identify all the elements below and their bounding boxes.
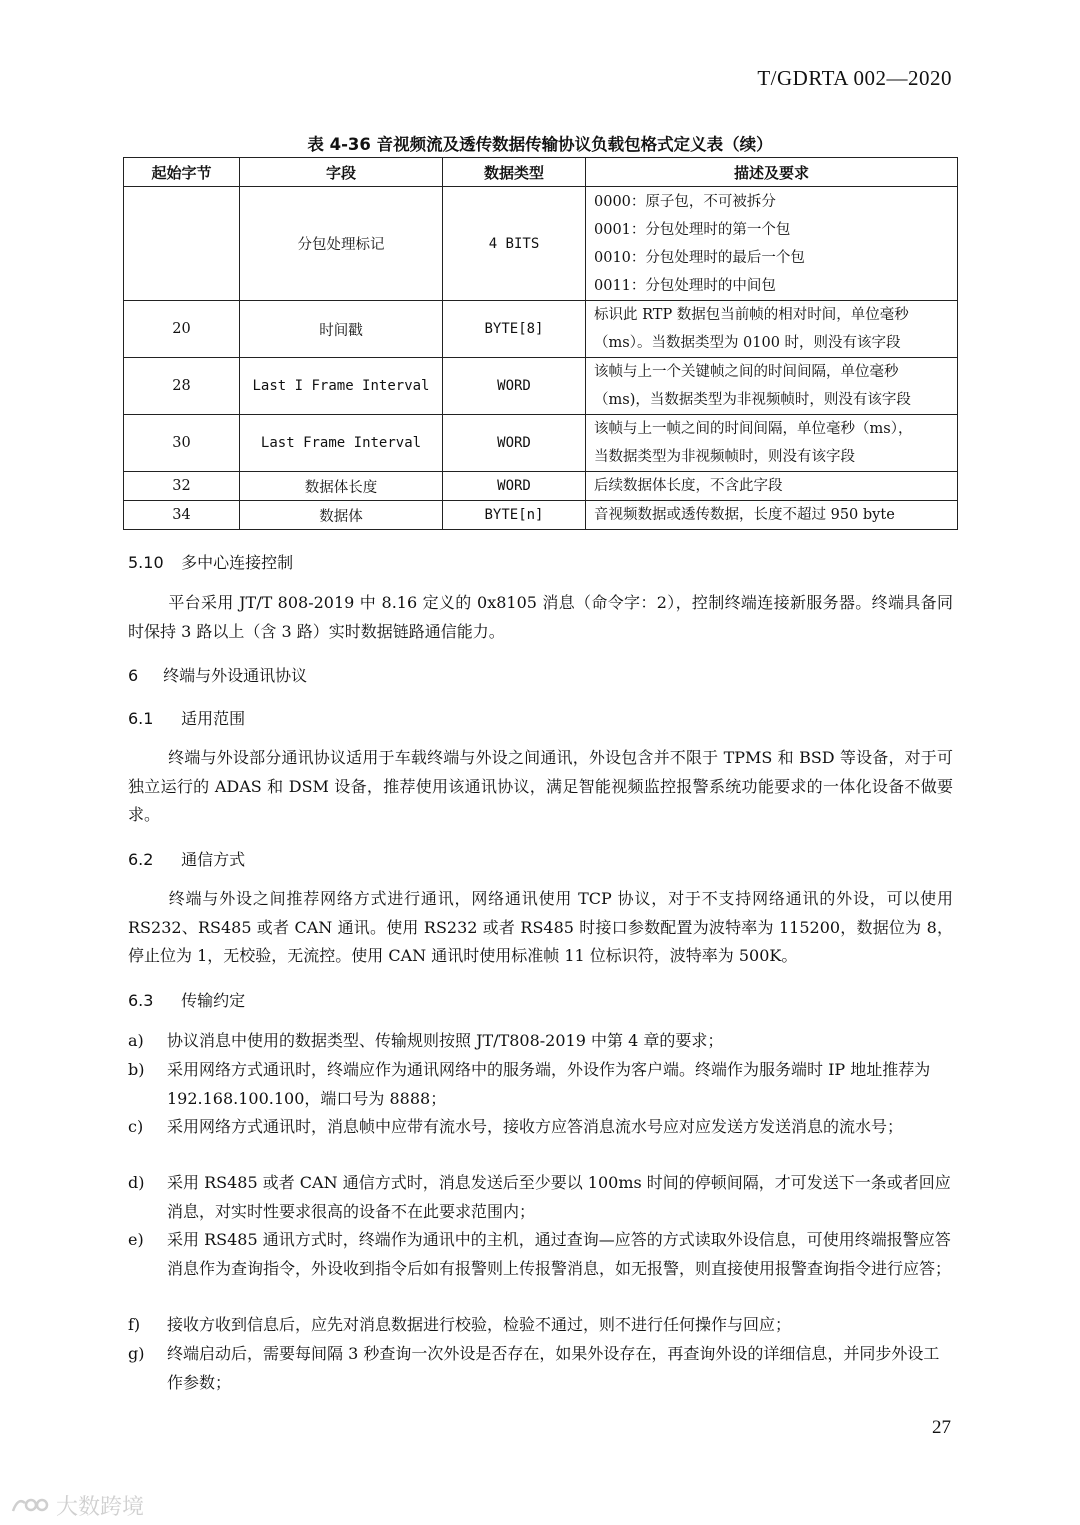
list-item: e) 采用 RS485 通讯方式时，终端作为通讯中的主机，通过查询—应答的方式读取外设信息，可使用终端报警应答消息作为查询指令，外设收到指令后如有报警则上传报警消息，如无报警，则直接使用报警查询指令进行应答；	[128, 1230, 952, 1278]
section-title: 终端与外设通讯协议	[163, 666, 308, 685]
type-cell: WORD	[443, 358, 586, 415]
desc-cell	[586, 501, 958, 530]
section-title: 多中心连接控制	[181, 553, 294, 572]
type-cell: 4 BITS	[443, 187, 586, 301]
field-cell: 时间戳	[240, 301, 443, 358]
desc-line: 0000：原子包，不可被拆分	[594, 193, 776, 210]
field-cell: 分包处理标记	[240, 187, 443, 301]
table-header-row	[124, 158, 958, 187]
desc-line: （ms）。当数据类型为 0100 时，则没有该字段	[594, 335, 901, 351]
table-row	[124, 472, 958, 501]
list-item: c) 采用网络方式通讯时，消息帧中应带有流水号，接收方应答消息流水号应对应发送方发送消息的流水号；	[128, 1117, 904, 1136]
section-title: 适用范围	[181, 709, 246, 728]
section-heading-6	[128, 663, 307, 686]
table-row	[124, 301, 958, 358]
desc-line: 0011：分包处理时的中间包	[594, 277, 776, 294]
desc-cell	[586, 358, 958, 415]
section-title: 传输约定	[181, 991, 246, 1010]
document-id-header: T/GDRTA 002—2020	[757, 66, 952, 90]
section-heading-6-1	[128, 706, 245, 729]
section-number: 6.1	[128, 709, 154, 728]
desc-line: 当数据类型为非视频帧时，则没有该字段	[594, 449, 855, 465]
start-byte-cell: 34	[124, 501, 240, 530]
watermark	[10, 1490, 144, 1521]
desc-cell	[586, 472, 958, 501]
column-header: 数据类型	[443, 158, 586, 187]
list-item: d) 采用 RS485 或者 CAN 通信方式时，消息发送后至少要以 100ms 时间的停顿间隔，才可发送下一条或者回应消息，对实时性要求很高的设备不在此要求范围内；	[128, 1173, 951, 1221]
field-cell: Last I Frame Interval	[240, 358, 443, 415]
section-number: 6	[128, 666, 139, 685]
field-cell: 数据体长度	[240, 472, 443, 501]
list-item: f) 接收方收到信息后，应先对消息数据进行校验，检验不通过，则不进行任何操作与回应；	[128, 1315, 792, 1334]
type-cell: BYTE[n]	[443, 501, 586, 530]
column-header: 描述及要求	[586, 158, 958, 187]
desc-line: 标识此 RTP 数据包当前帧的相对时间，单位毫秒	[594, 307, 909, 323]
desc-line: 0010：分包处理时的最后一个包	[594, 249, 805, 266]
section-paragraph: 平台采用 JT/T 808-2019 中 8.16 定义的 0x8105 消息（命令字：2），控制终端连接新服务器。终端具备同时保持 3 路以上（含 3 路）实时数据链路通信能力。	[128, 593, 953, 641]
watermark-text: 大数跨境	[56, 1495, 145, 1520]
start-byte-cell: 32	[124, 472, 240, 501]
column-header: 起始字节	[124, 158, 240, 187]
watermark-logo-icon	[10, 1493, 50, 1519]
section-number: 6.3	[128, 991, 154, 1010]
table-row	[124, 501, 958, 530]
section-number: 5.10	[128, 553, 164, 572]
table-row	[124, 187, 958, 301]
start-byte-cell	[124, 187, 240, 301]
column-header: 字段	[240, 158, 443, 187]
desc-line: 该帧与上一个关键帧之间的时间间隔，单位毫秒	[594, 364, 899, 380]
field-cell: Last Frame Interval	[240, 415, 443, 472]
field-cell: 数据体	[240, 501, 443, 530]
table-row	[124, 415, 958, 472]
list-item: a) 协议消息中使用的数据类型、传输规则按照 JT/T808-2019 中第 4 章的要求；	[128, 1031, 724, 1050]
section-heading-5-10	[128, 550, 293, 573]
type-cell: BYTE[8]	[443, 301, 586, 358]
section-heading-6-2	[128, 847, 245, 870]
section-title: 通信方式	[181, 850, 246, 869]
list-item: g) 终端启动后，需要每间隔 3 秒查询一次外设是否存在，如果外设存在，再查询外设的详细信息，并同步外设工作参数；	[128, 1344, 940, 1392]
desc-line: 音视频数据或透传数据，长度不超过 950 byte	[594, 507, 895, 523]
section-number: 6.2	[128, 850, 154, 869]
desc-line: 0001：分包处理时的第一个包	[594, 221, 791, 238]
list-item: b) 采用网络方式通讯时，终端应作为通讯网络中的服务端，外设作为客户端。终端作为服务端时 IP 地址推荐为 192.168.100.100，端口号为 8888；	[128, 1060, 931, 1108]
desc-line: 该帧与上一帧之间的时间间隔，单位毫秒（ms），	[594, 421, 913, 437]
desc-cell	[586, 187, 958, 301]
start-byte-cell: 30	[124, 415, 240, 472]
payload-format-table	[123, 157, 958, 530]
desc-cell	[586, 301, 958, 358]
table-caption: 表 4-36 音视频流及透传数据传输协议负载包格式定义表（续）	[307, 135, 773, 154]
desc-cell	[586, 415, 958, 472]
desc-line: （ms)，当数据类型为非视频帧时，则没有该字段	[594, 392, 911, 408]
section-paragraph: 终端与外设部分通讯协议适用于车载终端与外设之间通讯，外设包含并不限于 TPMS 和 BSD 等设备，对于可独立运行的 ADAS 和 DSM 设备，推荐使用该通讯协议，满足智能视频监控报警系统功能要求的一体化设备不做要求。	[128, 748, 953, 824]
type-cell: WORD	[443, 472, 586, 501]
page-number: 27	[932, 1417, 951, 1438]
section-paragraph: 终端与外设之间推荐网络方式进行通讯，网络通讯使用 TCP 协议，对于不支持网络通讯的外设，可以使用 RS232、RS485 或者 CAN 通讯。使用 RS232 或者 RS485 时接口参数配置为波特率为 115200，数据位为 8，停止位为 1，无校验，无流控。使用 CAN 通讯时使用标准帧 11 位标识符，波特率为 500K。	[128, 889, 953, 965]
table-row	[124, 358, 958, 415]
section-heading-6-3	[128, 988, 245, 1011]
desc-line: 后续数据体长度，不含此字段	[594, 478, 783, 494]
type-cell: WORD	[443, 415, 586, 472]
start-byte-cell: 28	[124, 358, 240, 415]
start-byte-cell: 20	[124, 301, 240, 358]
